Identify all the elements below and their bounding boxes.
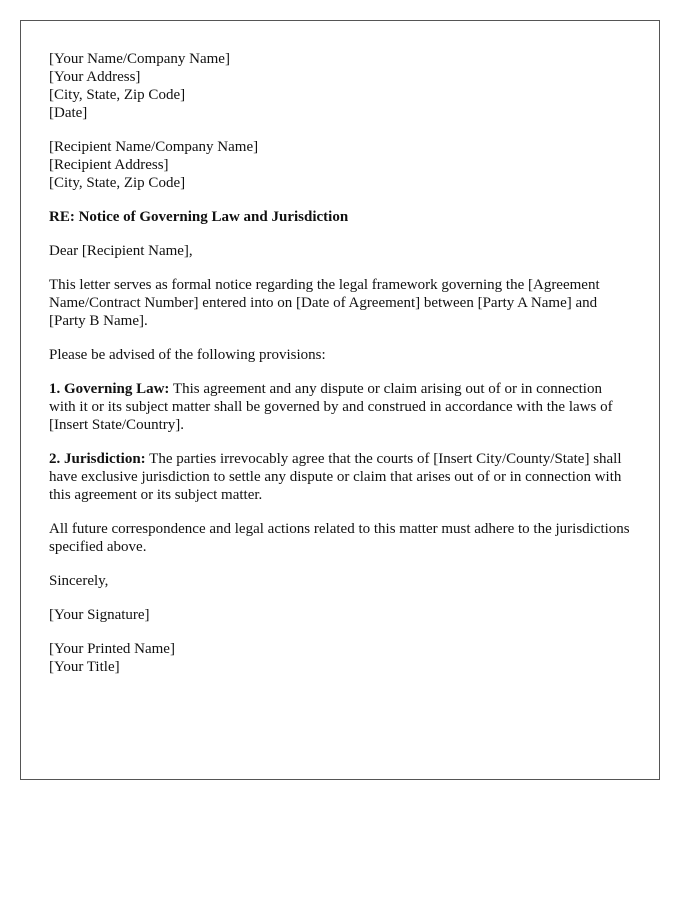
closing: Sincerely, xyxy=(49,573,109,589)
provision-text: The parties irrevocably agree that the courts of [Insert City/County/State] shall have exclusive jurisdiction to settle any dispute or claim that arises out of or in connection with this agreement or its subject matter. xyxy=(49,451,622,503)
provision-heading: 2. Jurisdiction: xyxy=(49,451,146,467)
provision-heading: 1. Governing Law: xyxy=(49,381,170,397)
provision-jurisdiction xyxy=(49,450,631,504)
recipient-address: [Recipient Address] xyxy=(49,157,169,173)
letter-date: [Date] xyxy=(49,105,88,121)
signer-title: [Your Title] xyxy=(49,659,120,675)
salutation: Dear [Recipient Name], xyxy=(49,243,193,259)
recipient-name: [Recipient Name/Company Name] xyxy=(49,139,259,155)
recipient-city: [City, State, Zip Code] xyxy=(49,175,186,191)
closing-paragraph: All future correspondence and legal actions related to this matter must adhere to the jurisdictions specified above. xyxy=(49,521,630,555)
signer-block xyxy=(49,640,631,676)
sender-name: [Your Name/Company Name] xyxy=(49,51,230,67)
provision-governing-law xyxy=(49,380,631,434)
provision-text: This agreement and any dispute or claim arising out of or in connection with it or its subject matter shall be governed by and construed in accordance with the laws of [Insert State/Country]. xyxy=(49,381,613,433)
sender-city: [City, State, Zip Code] xyxy=(49,87,186,103)
intro-paragraph: This letter serves as formal notice regarding the legal framework governing the [Agreement Name/Contract Number] entered into on [Date of Agreement] between [Party A Name] and [Party B Name]. xyxy=(49,277,600,329)
sender-block xyxy=(49,50,631,122)
recipient-block xyxy=(49,138,631,192)
letter-page xyxy=(20,20,660,780)
signature: [Your Signature] xyxy=(49,607,150,623)
advisory-paragraph: Please be advised of the following provisions: xyxy=(49,347,326,363)
printed-name: [Your Printed Name] xyxy=(49,641,175,657)
subject-line: RE: Notice of Governing Law and Jurisdiction xyxy=(49,209,349,225)
sender-address: [Your Address] xyxy=(49,69,141,85)
